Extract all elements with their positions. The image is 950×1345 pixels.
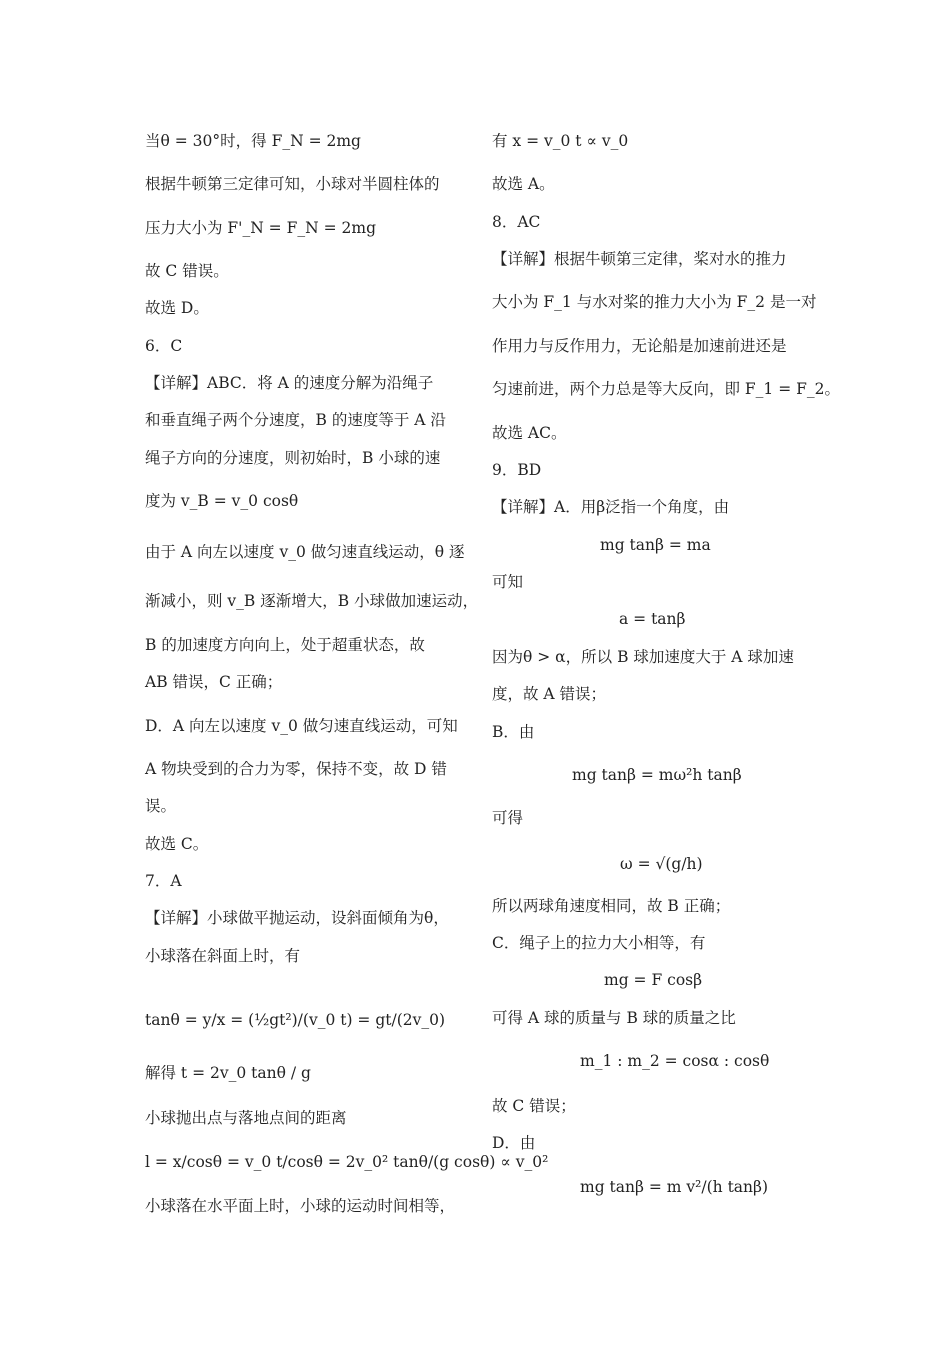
text-line: AB 错误，C 正确； (145, 673, 283, 691)
question-number: 7．A (145, 872, 182, 890)
text-line: 故 C 错误。 (145, 262, 229, 280)
text-line: 压力大小为 F'_N = F_N = 2mg (145, 219, 376, 237)
text-line: B 的加速度方向向上，处于超重状态，故 (145, 636, 425, 654)
question-number: 9．BD (492, 461, 542, 479)
text-line: 度，故 A 错误； (492, 685, 607, 703)
text-line: 故选 A。 (492, 175, 555, 193)
text-line: D．A 向左以速度 v_0 做匀速直线运动，可知 (145, 717, 458, 735)
text-line: B．由 (492, 723, 535, 741)
equation: mg tanβ = m v²/(h tanβ) (580, 1178, 769, 1196)
equation: mg tanβ = ma (600, 536, 711, 554)
text-line: 大小为 F_1 与水对桨的推力大小为 F_2 是一对 (492, 293, 817, 311)
text-line: 匀速前进，两个力总是等大反向，即 F_1 = F_2。 (492, 380, 841, 398)
text-line: 因为θ > α，所以 B 球加速度大于 A 球加速 (492, 648, 794, 666)
text-line: 所以两球角速度相同，故 B 正确； (492, 897, 731, 915)
text-line: 故选 AC。 (492, 424, 567, 442)
equation: mg = F cosβ (604, 971, 703, 989)
question-number: 6．C (145, 337, 183, 355)
text-line: 作用力与反作用力，无论船是加速前进还是 (492, 337, 787, 355)
text-line: 和垂直绳子两个分速度，B 的速度等于 A 沿 (145, 411, 446, 429)
text-line: 误。 (145, 797, 177, 815)
text-line: 小球抛出点与落地点间的距离 (145, 1109, 347, 1127)
text-line: 可得 A 球的质量与 B 球的质量之比 (492, 1009, 736, 1027)
equation: mg tanβ = mω²h tanβ (572, 766, 742, 784)
text-line: 度为 v_B = v_0 cosθ (145, 492, 299, 510)
equation: m_1 : m_2 = cosα : cosθ (580, 1052, 770, 1070)
text-line: 可知 (492, 573, 524, 591)
text-line: 小球落在斜面上时，有 (145, 947, 301, 965)
text-line: 【详解】小球做平抛运动，设斜面倾角为θ， (145, 909, 449, 927)
text-line: 由于 A 向左以速度 v_0 做匀速直线运动，θ 逐 (145, 543, 465, 561)
equation: a = tanβ (619, 610, 686, 628)
text-line: 小球落在水平面上时，小球的运动时间相等， (145, 1197, 456, 1215)
text-line: 故选 C。 (145, 835, 209, 853)
text-line: 故选 D。 (145, 299, 209, 317)
text-line: 故 C 错误； (492, 1097, 576, 1115)
equation: l = x/cosθ = v_0 t/cosθ = 2v_0² tanθ/(g cosθ) ∝ v_0² (145, 1153, 549, 1171)
text-line: 可得 (492, 809, 524, 827)
text-line: 【详解】根据牛顿第三定律，桨对水的推力 (492, 250, 787, 268)
text-line: 【详解】ABC．将 A 的速度分解为沿绳子 (145, 374, 434, 392)
text-line: 根据牛顿第三定律可知，小球对半圆柱体的 (145, 175, 440, 193)
text-line: 绳子方向的分速度，则初始时，B 小球的速 (145, 449, 441, 467)
text-line: 有 x = v_0 t ∝ v_0 (492, 132, 629, 150)
text-line: 【详解】A．用β泛指一个角度，由 (492, 498, 730, 516)
question-number: 8．AC (492, 213, 541, 231)
text-line: A 物块受到的合力为零，保持不变，故 D 错 (145, 760, 447, 778)
equation: ω = √(g/h) (620, 855, 703, 873)
text-line: 当θ = 30°时，得 F_N = 2mg (145, 132, 361, 150)
text-line: 渐减小，则 v_B 逐渐增大，B 小球做加速运动， (145, 592, 479, 610)
equation: tanθ = y/x = (½gt²)/(v_0 t) = gt/(2v_0) (145, 1011, 446, 1029)
equation: 解得 t = 2v_0 tanθ / g (145, 1064, 311, 1082)
text-line: D．由 (492, 1134, 536, 1152)
text-line: C．绳子上的拉力大小相等，有 (492, 934, 706, 952)
